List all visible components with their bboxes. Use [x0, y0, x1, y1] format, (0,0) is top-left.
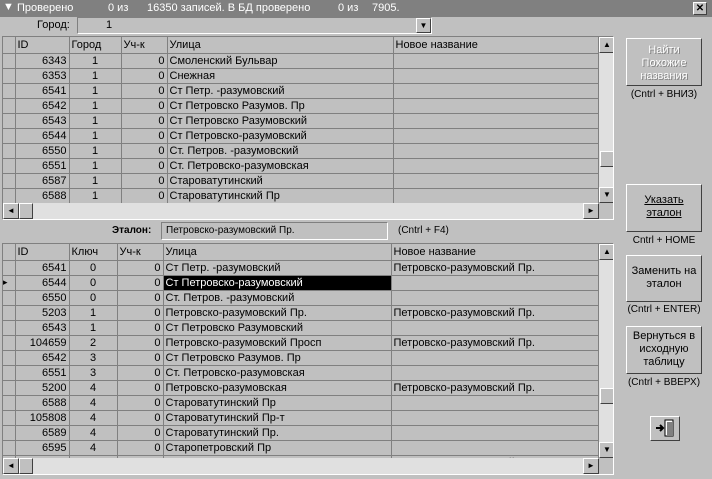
table-cell[interactable]: 1: [69, 188, 121, 203]
table-cell[interactable]: 1: [69, 305, 117, 320]
table-cell[interactable]: [391, 410, 598, 425]
row-selector[interactable]: [3, 83, 15, 98]
table-row[interactable]: [3, 410, 598, 425]
etalon-label: Эталон:: [112, 225, 152, 236]
table-cell[interactable]: Ст. Петров. -разумовский: [167, 143, 393, 158]
table-cell[interactable]: 6544: [15, 128, 69, 143]
column-header[interactable]: Улица: [163, 244, 391, 260]
table-cell[interactable]: [391, 320, 598, 335]
scroll-up-icon[interactable]: ▲: [599, 244, 614, 260]
top-hscrollbar[interactable]: [3, 203, 599, 219]
table-cell[interactable]: 0: [121, 143, 167, 158]
table-cell[interactable]: 1: [69, 113, 121, 128]
table-cell[interactable]: Староватутинский: [167, 173, 393, 188]
table-row[interactable]: [3, 335, 598, 350]
db-total: 7905.: [372, 2, 400, 14]
scroll-up-icon[interactable]: ▲: [599, 37, 614, 53]
table-cell[interactable]: 0: [117, 260, 163, 275]
scroll-thumb[interactable]: [600, 151, 614, 167]
table-cell[interactable]: Ст Петр. -разумовский: [163, 260, 391, 275]
table-cell[interactable]: 1: [69, 320, 117, 335]
column-header[interactable]: Уч-к: [117, 244, 163, 260]
table-cell[interactable]: 0: [69, 260, 117, 275]
table-cell[interactable]: 6353: [15, 68, 69, 83]
row-selector[interactable]: [3, 380, 15, 395]
table-cell[interactable]: 6589: [15, 425, 69, 440]
table-cell[interactable]: Староватутинский Пр: [167, 188, 393, 203]
row-selector[interactable]: [3, 320, 15, 335]
table-cell[interactable]: 0: [121, 128, 167, 143]
table-cell[interactable]: 5203: [15, 305, 69, 320]
table-cell[interactable]: Староватутинский Пр-т: [163, 410, 391, 425]
scroll-down-icon[interactable]: ▼: [599, 442, 614, 458]
column-header[interactable]: Новое название: [393, 37, 598, 53]
table-cell[interactable]: 6595: [15, 440, 69, 455]
table-cell[interactable]: 6551: [15, 158, 69, 173]
table-cell[interactable]: 2: [69, 335, 117, 350]
table-cell[interactable]: 6551: [15, 365, 69, 380]
row-selector[interactable]: [3, 260, 15, 275]
table-cell[interactable]: [391, 440, 598, 455]
scroll-left-icon[interactable]: ◄: [3, 203, 19, 219]
table-cell[interactable]: 0: [117, 320, 163, 335]
window-menu-icon[interactable]: ▼: [3, 1, 14, 13]
table-row[interactable]: [3, 128, 598, 143]
table-cell[interactable]: Петровско-разумовский Пр.: [391, 380, 598, 395]
scroll-thumb[interactable]: [19, 458, 33, 474]
table-cell[interactable]: Староватутинский Пр.: [163, 425, 391, 440]
table-cell[interactable]: 1: [69, 128, 121, 143]
table-cell[interactable]: 0: [117, 425, 163, 440]
table-cell[interactable]: 0: [121, 98, 167, 113]
table-cell[interactable]: 0: [117, 365, 163, 380]
table-cell[interactable]: Старопетровский Пр: [163, 440, 391, 455]
table-cell[interactable]: Ст Петр. -разумовский: [167, 83, 393, 98]
table-cell[interactable]: [393, 158, 598, 173]
table-cell[interactable]: 4: [69, 410, 117, 425]
table-cell[interactable]: Ст. Петровско-разумовская: [167, 158, 393, 173]
table-cell[interactable]: Ст Петровско-разумовский: [163, 275, 391, 290]
set-etalon-hotkey: Cntrl + HOME: [632, 235, 696, 246]
table-cell[interactable]: 0: [69, 290, 117, 305]
row-selector[interactable]: ▸: [3, 275, 15, 290]
table-row[interactable]: [3, 53, 598, 68]
table-cell[interactable]: 0: [117, 305, 163, 320]
table-cell[interactable]: [393, 128, 598, 143]
table-cell[interactable]: 0: [121, 188, 167, 203]
table-cell[interactable]: 6587: [15, 173, 69, 188]
city-select[interactable]: [77, 17, 432, 34]
row-selector[interactable]: [3, 158, 15, 173]
table-cell[interactable]: 6588: [15, 395, 69, 410]
replace-hotkey: (Cntrl + ENTER): [627, 304, 701, 315]
chevron-down-icon[interactable]: ▼: [416, 18, 431, 33]
column-header[interactable]: ID: [15, 37, 69, 53]
table-cell[interactable]: 6544: [15, 275, 69, 290]
checked-count: 0 из: [108, 2, 129, 14]
column-header[interactable]: Город: [69, 37, 121, 53]
table-cell[interactable]: 6550: [15, 143, 69, 158]
city-label: Город:: [37, 19, 70, 31]
table-row[interactable]: [3, 365, 598, 380]
table-row[interactable]: [3, 98, 598, 113]
table-cell[interactable]: [391, 395, 598, 410]
table-cell[interactable]: Ст Петровско-разумовский: [167, 128, 393, 143]
table-cell[interactable]: [391, 350, 598, 365]
table-cell[interactable]: 4: [69, 425, 117, 440]
table-cell[interactable]: 6541: [15, 260, 69, 275]
table-cell[interactable]: 0: [121, 68, 167, 83]
table-cell[interactable]: Петровско-разумовская: [163, 380, 391, 395]
table-cell[interactable]: 6550: [15, 290, 69, 305]
table-cell[interactable]: [393, 68, 598, 83]
row-selector[interactable]: [3, 173, 15, 188]
row-selector[interactable]: [3, 350, 15, 365]
table-cell[interactable]: Петровско-разумовский Пр.: [163, 305, 391, 320]
table-cell[interactable]: 104659: [15, 335, 69, 350]
table-cell[interactable]: 1: [69, 158, 121, 173]
table-cell[interactable]: Ст. Петровско-разумовская: [163, 365, 391, 380]
table-cell[interactable]: 0: [117, 380, 163, 395]
table-cell[interactable]: 0: [117, 350, 163, 365]
table-row[interactable]: [3, 83, 598, 98]
table-cell[interactable]: Ст Петровско Разумовский: [167, 113, 393, 128]
table-cell[interactable]: 6343: [15, 53, 69, 68]
table-cell[interactable]: 4: [69, 395, 117, 410]
table-cell[interactable]: 6588: [15, 188, 69, 203]
scroll-left-icon[interactable]: ◄: [3, 458, 19, 474]
table-row[interactable]: [3, 425, 598, 440]
city-value: 1: [106, 19, 113, 31]
return-button[interactable]: Вернуться в исходную таблицу: [626, 326, 702, 374]
table-cell[interactable]: 0: [121, 173, 167, 188]
scroll-right-icon[interactable]: ►: [583, 203, 599, 219]
table-cell[interactable]: 0: [117, 290, 163, 305]
bottom-table: [3, 244, 599, 471]
row-selector[interactable]: [3, 425, 15, 440]
set-etalon-button[interactable]: Указать эталон: [626, 184, 702, 232]
table-cell[interactable]: 6543: [15, 113, 69, 128]
table-cell[interactable]: 6541: [15, 83, 69, 98]
table-cell[interactable]: [391, 365, 598, 380]
table-cell[interactable]: 0: [121, 53, 167, 68]
find-similar-button[interactable]: Найти Похожие названия: [626, 38, 702, 86]
title-bar: [0, 0, 712, 17]
table-cell[interactable]: Петровско-разумовский Пр.: [391, 335, 598, 350]
table-cell[interactable]: 1: [69, 143, 121, 158]
row-selector[interactable]: [3, 410, 15, 425]
table-row[interactable]: [3, 350, 598, 365]
table-row[interactable]: [3, 305, 598, 320]
column-header[interactable]: Улица: [167, 37, 393, 53]
row-selector[interactable]: [3, 53, 15, 68]
top-table: [3, 37, 599, 204]
row-selector[interactable]: [3, 395, 15, 410]
row-selector[interactable]: [3, 290, 15, 305]
etalon-field[interactable]: Петровско-разумовский Пр.: [161, 222, 388, 240]
table-cell[interactable]: 1: [69, 53, 121, 68]
column-header[interactable]: ID: [15, 244, 69, 260]
table-cell[interactable]: [393, 53, 598, 68]
top-grid: [2, 36, 614, 220]
table-cell[interactable]: 0: [121, 158, 167, 173]
table-cell[interactable]: 6542: [15, 350, 69, 365]
table-cell[interactable]: 1: [69, 98, 121, 113]
row-selector[interactable]: [3, 98, 15, 113]
bottom-grid: [2, 243, 614, 475]
table-cell[interactable]: Петровско-разумовский Пр.: [391, 305, 598, 320]
checked-label: Проверено: [17, 2, 74, 14]
table-cell[interactable]: 0: [121, 83, 167, 98]
bottom-hscrollbar[interactable]: [3, 458, 599, 474]
row-selector[interactable]: [3, 440, 15, 455]
exit-door-icon: [654, 419, 676, 438]
table-row[interactable]: [3, 320, 598, 335]
table-row[interactable]: [3, 68, 598, 83]
row-selector[interactable]: [3, 128, 15, 143]
table-cell[interactable]: [393, 113, 598, 128]
db-checked: 0 из: [338, 2, 359, 14]
find-similar-hotkey: (Cntrl + ВНИЗ): [630, 89, 698, 100]
table-cell[interactable]: 3: [69, 350, 117, 365]
scroll-thumb[interactable]: [600, 388, 614, 404]
table-row[interactable]: [3, 260, 598, 275]
table-row[interactable]: [3, 290, 598, 305]
table-cell[interactable]: 4: [69, 380, 117, 395]
table-cell[interactable]: Смоленский Бульвар: [167, 53, 393, 68]
row-selector[interactable]: [3, 68, 15, 83]
table-cell[interactable]: 0: [117, 395, 163, 410]
top-vscrollbar[interactable]: [599, 37, 614, 203]
table-cell[interactable]: [393, 143, 598, 158]
table-cell[interactable]: 1: [69, 173, 121, 188]
column-header[interactable]: Ключ: [69, 244, 117, 260]
row-selector[interactable]: [3, 365, 15, 380]
table-cell[interactable]: Петровско-разумовский Пр.: [391, 260, 598, 275]
table-row[interactable]: [3, 380, 598, 395]
row-selector[interactable]: [3, 335, 15, 350]
close-icon[interactable]: ✕: [693, 2, 707, 15]
total-records: 16350 записей. В БД проверено: [147, 2, 311, 14]
table-cell[interactable]: Снежная: [167, 68, 393, 83]
table-cell[interactable]: 4: [69, 440, 117, 455]
table-row[interactable]: [3, 440, 598, 455]
table-row[interactable]: [3, 173, 598, 188]
table-cell[interactable]: [391, 290, 598, 305]
table-cell[interactable]: Петровско-разумовский Просп: [163, 335, 391, 350]
table-cell[interactable]: Ст Петровско Разумовский: [163, 320, 391, 335]
replace-button[interactable]: Заменить на эталон: [626, 255, 702, 302]
table-row[interactable]: [3, 158, 598, 173]
table-cell[interactable]: 6543: [15, 320, 69, 335]
table-row[interactable]: [3, 143, 598, 158]
table-cell[interactable]: 0: [69, 275, 117, 290]
bottom-vscrollbar[interactable]: [599, 244, 614, 458]
table-cell[interactable]: [391, 425, 598, 440]
table-cell[interactable]: Ст Петровско Разумов. Пр: [163, 350, 391, 365]
table-cell[interactable]: Ст Петровско Разумов. Пр: [167, 98, 393, 113]
row-selector[interactable]: [3, 143, 15, 158]
table-cell[interactable]: 0: [121, 113, 167, 128]
table-cell[interactable]: 5200: [15, 380, 69, 395]
table-row[interactable]: [3, 113, 598, 128]
row-selector[interactable]: [3, 113, 15, 128]
return-hotkey: (Cntrl + ВВЕРХ): [627, 377, 701, 388]
table-cell[interactable]: 1: [69, 83, 121, 98]
table-cell[interactable]: 6542: [15, 98, 69, 113]
table-cell[interactable]: 3: [69, 365, 117, 380]
table-row[interactable]: [3, 275, 598, 290]
table-cell[interactable]: 105808: [15, 410, 69, 425]
table-cell[interactable]: [393, 98, 598, 113]
table-row[interactable]: [3, 395, 598, 410]
table-cell[interactable]: 0: [117, 410, 163, 425]
exit-button[interactable]: [650, 416, 680, 441]
table-cell[interactable]: [393, 188, 598, 203]
table-cell[interactable]: 0: [117, 440, 163, 455]
table-cell[interactable]: Ст. Петров. -разумовский: [163, 290, 391, 305]
table-cell[interactable]: [391, 275, 598, 290]
table-cell[interactable]: [393, 173, 598, 188]
table-cell[interactable]: Староватутинский Пр: [163, 395, 391, 410]
table-row[interactable]: [3, 188, 598, 203]
table-cell[interactable]: [393, 83, 598, 98]
etalon-hotkey: (Cntrl + F4): [398, 225, 449, 236]
table-cell[interactable]: 0: [117, 335, 163, 350]
table-cell[interactable]: 1: [69, 68, 121, 83]
scroll-down-icon[interactable]: ▼: [599, 187, 614, 203]
table-cell[interactable]: 0: [117, 275, 163, 290]
column-header[interactable]: Новое название: [391, 244, 598, 260]
scroll-right-icon[interactable]: ►: [583, 458, 599, 474]
scroll-thumb[interactable]: [19, 203, 33, 219]
row-selector[interactable]: [3, 305, 15, 320]
row-selector[interactable]: [3, 188, 15, 203]
column-header[interactable]: Уч-к: [121, 37, 167, 53]
